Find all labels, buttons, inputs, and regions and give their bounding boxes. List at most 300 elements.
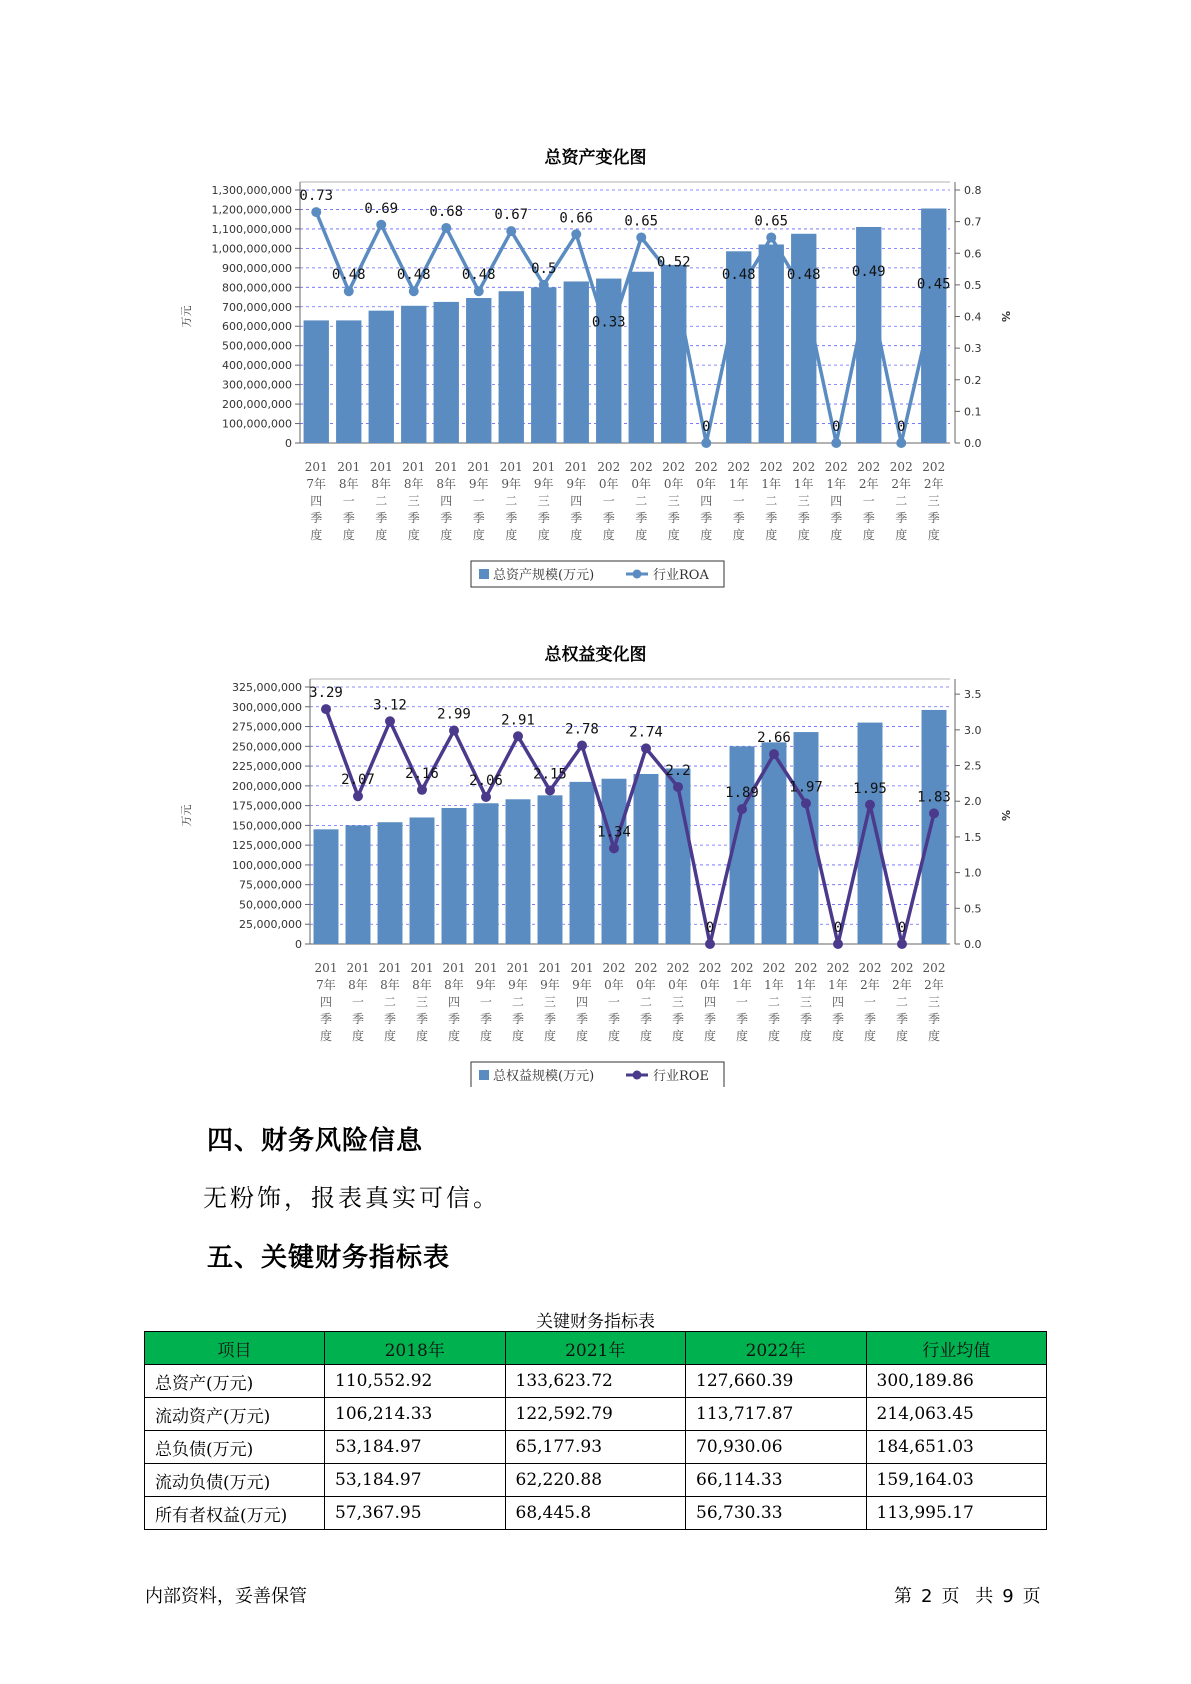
line-point <box>929 808 939 818</box>
x-tick-label: 度 <box>415 1029 429 1043</box>
cell-value: 110,552.92 <box>325 1365 506 1398</box>
footer-page-number <box>890 1582 1046 1608</box>
x-tick-label: 202 <box>662 460 686 474</box>
x-tick-label: 季 <box>440 511 453 525</box>
x-tick-label: 季 <box>375 511 388 525</box>
x-tick-label: 季 <box>797 511 810 525</box>
data-label: 0.33 <box>591 314 626 331</box>
table-caption: 关键财务指标表 <box>536 1312 655 1332</box>
x-tick-label: 度 <box>639 1029 653 1043</box>
data-label: 0.48 <box>331 267 366 284</box>
cell-value: 113,995.17 <box>866 1497 1047 1530</box>
table-row <box>145 1398 1047 1431</box>
x-tick-label: 度 <box>927 528 940 542</box>
y-tick-label: 0 <box>285 437 292 450</box>
x-tick-label: 度 <box>735 1029 749 1043</box>
x-tick-label: 二 <box>375 494 388 508</box>
cell-value: 53,184.97 <box>325 1431 506 1464</box>
x-tick-label: 8年 <box>348 978 368 992</box>
x-tick-label: 201 <box>538 961 562 975</box>
x-tick-label: 度 <box>407 528 420 542</box>
x-tick-label: 二 <box>639 995 653 1009</box>
cell-value: 70,930.06 <box>686 1431 867 1464</box>
x-tick-label: 季 <box>383 1012 397 1026</box>
cell-value: 122,592.79 <box>505 1398 686 1431</box>
y2-tick-label: 1.0 <box>964 866 982 880</box>
line-point <box>864 283 874 293</box>
data-label: 0 <box>897 920 907 936</box>
legend-line-label: 行业ROA <box>653 568 709 583</box>
legend-bar-swatch <box>479 569 489 579</box>
line-point <box>449 726 459 736</box>
y-tick-label: 275,000,000 <box>232 720 302 734</box>
line-point <box>481 792 491 802</box>
bar <box>922 710 947 944</box>
y-tick-label: 500,000,000 <box>222 339 292 353</box>
x-tick-label: 201 <box>410 961 434 975</box>
x-tick-label: 201 <box>506 961 530 975</box>
x-tick-label: 一 <box>863 995 877 1009</box>
data-label: 0.49 <box>851 264 886 281</box>
bar <box>442 808 467 944</box>
data-label: 3.12 <box>373 697 407 714</box>
x-tick-label: 201 <box>337 460 361 474</box>
x-tick-label: 季 <box>543 1012 557 1026</box>
x-tick-label: 1年 <box>828 978 848 992</box>
line-point <box>539 280 549 290</box>
y-tick-label: 800,000,000 <box>222 281 292 295</box>
data-label: 1.97 <box>789 779 823 796</box>
x-tick-label: 三 <box>415 995 429 1009</box>
total-suffix: 页 <box>1022 1586 1042 1607</box>
header-cell-2021: 2021年 <box>505 1332 686 1365</box>
data-label: 0 <box>705 920 715 936</box>
x-tick-label: 三 <box>671 995 685 1009</box>
bar <box>858 723 883 944</box>
x-tick-label: 201 <box>499 460 523 474</box>
x-tick-label: 202 <box>889 460 913 474</box>
x-tick-label: 一 <box>602 494 615 508</box>
data-label: 2.66 <box>757 730 791 747</box>
x-tick-label: 202 <box>890 961 914 975</box>
x-tick-label: 202 <box>826 961 850 975</box>
y-axis-title: 万元 <box>180 305 193 328</box>
x-tick-label: 1年 <box>826 477 847 491</box>
bar <box>466 298 491 443</box>
y2-tick-label: 0.0 <box>964 938 982 951</box>
x-tick-label: 1年 <box>796 978 816 992</box>
x-tick-label: 度 <box>505 528 518 542</box>
cell-value: 159,164.03 <box>866 1464 1047 1497</box>
data-label: 1.95 <box>853 780 887 797</box>
x-tick-label: 季 <box>447 1012 461 1026</box>
cell-value: 113,717.87 <box>686 1398 867 1431</box>
x-tick-label: 季 <box>863 1012 877 1026</box>
line-point <box>734 286 744 296</box>
x-tick-label: 一 <box>732 494 745 508</box>
total-equity-chart <box>0 667 1191 1087</box>
cell-value: 65,177.93 <box>505 1431 686 1464</box>
total-assets-chart <box>0 170 1191 590</box>
legend-line-marker <box>633 570 642 579</box>
financial-risk-text: 无粉饰，报表真实可信。 <box>203 1184 500 1212</box>
x-tick-label: 季 <box>415 1012 429 1026</box>
x-tick-label: 度 <box>700 528 713 542</box>
key-financial-indicators-table <box>144 1331 1047 1530</box>
table-row <box>145 1464 1047 1497</box>
y2-tick-label: 0.3 <box>964 342 982 356</box>
x-tick-label: 1年 <box>793 477 814 491</box>
line-point <box>641 743 651 753</box>
x-tick-label: 0年 <box>631 477 652 491</box>
x-tick-label: 季 <box>570 511 583 525</box>
line-point <box>865 800 875 810</box>
x-tick-label: 季 <box>602 511 615 525</box>
cell-value: 300,189.86 <box>866 1365 1047 1398</box>
table-row <box>145 1497 1047 1530</box>
x-tick-label: 三 <box>537 494 550 508</box>
bar <box>634 774 659 944</box>
data-label: 2.16 <box>405 765 439 782</box>
x-tick-label: 2年 <box>923 477 944 491</box>
cell-value: 214,063.45 <box>866 1398 1047 1431</box>
y-tick-label: 25,000,000 <box>239 918 302 932</box>
line-point <box>604 334 614 344</box>
x-tick-label: 8年 <box>380 978 400 992</box>
x-tick-label: 季 <box>765 511 778 525</box>
y-tick-label: 125,000,000 <box>232 839 302 853</box>
x-tick-label: 202 <box>792 460 816 474</box>
bar <box>570 782 595 944</box>
x-tick-label: 度 <box>765 528 778 542</box>
x-tick-label: 四 <box>830 494 843 508</box>
data-label: 0.45 <box>916 276 951 293</box>
x-tick-label: 202 <box>694 460 718 474</box>
data-label: 0.69 <box>364 200 399 217</box>
x-tick-label: 8年 <box>444 978 464 992</box>
x-tick-label: 三 <box>799 995 813 1009</box>
line-point <box>376 220 386 230</box>
row-label: 流动负债(万元) <box>145 1464 325 1497</box>
x-tick-label: 0年 <box>604 978 624 992</box>
y-tick-label: 700,000,000 <box>222 300 292 314</box>
bar <box>401 306 426 443</box>
bar <box>602 779 627 944</box>
y-tick-label: 175,000,000 <box>232 799 302 813</box>
x-tick-label: 季 <box>635 511 648 525</box>
line-point <box>929 296 939 306</box>
y-tick-label: 325,000,000 <box>232 681 302 694</box>
data-label: 0.52 <box>656 254 691 271</box>
y-tick-label: 300,000,000 <box>232 700 302 714</box>
data-label: 3.29 <box>309 685 343 702</box>
chart-title-total-assets: 总资产变化图 <box>544 148 647 168</box>
x-tick-label: 季 <box>703 1012 717 1026</box>
x-tick-label: 二 <box>765 494 778 508</box>
cell-value: 68,445.8 <box>505 1497 686 1530</box>
y2-tick-label: 0.7 <box>964 215 982 229</box>
x-tick-label: 9年 <box>540 978 560 992</box>
cell-value: 56,730.33 <box>686 1497 867 1530</box>
data-label: 0.48 <box>721 267 756 284</box>
x-tick-label: 四 <box>831 995 845 1009</box>
x-tick-label: 二 <box>767 995 781 1009</box>
x-tick-label: 二 <box>895 494 908 508</box>
x-tick-label: 四 <box>319 995 333 1009</box>
x-tick-label: 9年 <box>566 477 587 491</box>
line-point <box>673 782 683 792</box>
x-tick-label: 三 <box>543 995 557 1009</box>
x-tick-label: 202 <box>727 460 751 474</box>
y-tick-label: 100,000,000 <box>222 417 292 431</box>
y2-tick-label: 0.5 <box>964 902 982 916</box>
data-label: 2.91 <box>501 712 535 729</box>
y-tick-label: 200,000,000 <box>222 398 292 412</box>
x-tick-label: 度 <box>575 1029 589 1043</box>
bar <box>596 279 621 443</box>
data-label: 0 <box>833 920 843 936</box>
x-tick-label: 9年 <box>468 477 489 491</box>
data-label: 0.48 <box>396 267 431 284</box>
x-tick-label: 201 <box>402 460 426 474</box>
x-tick-label: 度 <box>831 1029 845 1043</box>
x-tick-label: 8年 <box>338 477 359 491</box>
bar <box>314 829 339 944</box>
data-label: 0.48 <box>461 267 496 284</box>
x-tick-label: 一 <box>351 995 365 1009</box>
legend-bar-swatch <box>479 1070 489 1080</box>
bar <box>759 244 784 443</box>
x-tick-label: 季 <box>351 1012 365 1026</box>
x-tick-label: 度 <box>375 528 388 542</box>
y2-tick-label: 3.0 <box>964 723 982 737</box>
legend-bar-label: 总权益规模(万元) <box>493 1069 595 1084</box>
x-tick-label: 季 <box>575 1012 589 1026</box>
bar <box>531 287 556 443</box>
x-tick-label: 度 <box>797 528 810 542</box>
line-point <box>769 749 779 759</box>
x-tick-label: 201 <box>570 961 594 975</box>
x-tick-label: 8年 <box>436 477 457 491</box>
x-tick-label: 二 <box>635 494 648 508</box>
y-tick-label: 100,000,000 <box>232 858 302 872</box>
x-tick-label: 季 <box>831 1012 845 1026</box>
bar <box>378 822 403 944</box>
x-tick-label: 度 <box>703 1029 717 1043</box>
cell-value: 53,184.97 <box>325 1464 506 1497</box>
line-point <box>799 286 809 296</box>
x-tick-label: 度 <box>830 528 843 542</box>
x-tick-label: 202 <box>602 961 626 975</box>
line-point <box>321 704 331 714</box>
x-tick-label: 0年 <box>696 477 717 491</box>
legend-line-label: 行业ROE <box>653 1069 709 1084</box>
table-row <box>145 1365 1047 1398</box>
x-tick-label: 季 <box>862 511 875 525</box>
bar <box>304 320 329 443</box>
bar <box>474 803 499 944</box>
y-tick-label: 1,000,000,000 <box>211 242 292 256</box>
y-tick-label: 150,000,000 <box>232 819 302 833</box>
bar <box>410 817 435 944</box>
x-tick-label: 一 <box>862 494 875 508</box>
y2-tick-label: 0.0 <box>964 437 982 450</box>
line-point <box>545 786 555 796</box>
x-tick-label: 201 <box>532 460 556 474</box>
chart-title-total-equity: 总权益变化图 <box>544 645 647 665</box>
x-tick-label: 9年 <box>508 978 528 992</box>
x-tick-label: 一 <box>735 995 749 1009</box>
x-tick-label: 度 <box>862 528 875 542</box>
x-tick-label: 度 <box>537 528 550 542</box>
y2-axis-title: % <box>999 809 1012 822</box>
line-point <box>513 731 523 741</box>
x-tick-label: 季 <box>319 1012 333 1026</box>
y-tick-label: 600,000,000 <box>222 320 292 334</box>
x-tick-label: 0年 <box>668 978 688 992</box>
legend-line-marker <box>633 1071 642 1080</box>
legend-bar-label: 总资产规模(万元) <box>493 568 595 583</box>
x-tick-label: 季 <box>735 1012 749 1026</box>
x-tick-label: 2年 <box>924 978 944 992</box>
x-tick-label: 季 <box>767 1012 781 1026</box>
bar <box>661 265 686 443</box>
x-tick-label: 201 <box>564 460 588 474</box>
x-tick-label: 度 <box>863 1029 877 1043</box>
data-label: 2.06 <box>469 772 503 789</box>
data-label: 2.07 <box>341 772 375 789</box>
header-cell-2018: 2018年 <box>325 1332 506 1365</box>
y-tick-label: 1,300,000,000 <box>211 184 292 197</box>
line-point <box>636 232 646 242</box>
x-tick-label: 201 <box>304 460 328 474</box>
x-tick-label: 201 <box>346 961 370 975</box>
x-tick-label: 四 <box>447 995 461 1009</box>
data-label: 0.5 <box>531 260 557 277</box>
row-label: 流动资产(万元) <box>145 1398 325 1431</box>
header-cell-2022: 2022年 <box>686 1332 867 1365</box>
header-cell-item: 项目 <box>145 1332 325 1365</box>
x-tick-label: 度 <box>351 1029 365 1043</box>
x-tick-label: 度 <box>635 528 648 542</box>
x-tick-label: 三 <box>797 494 810 508</box>
current-page: 2 <box>921 1586 934 1607</box>
page-mid: 页 <box>941 1586 961 1607</box>
x-tick-label: 度 <box>895 528 908 542</box>
x-tick-label: 度 <box>607 1029 621 1043</box>
data-label: 0 <box>832 419 841 435</box>
bar <box>564 281 589 443</box>
bar <box>538 795 563 944</box>
table-header-row <box>145 1332 1047 1365</box>
section-heading-key-indicators: 五、关键财务指标表 <box>207 1243 451 1273</box>
x-tick-label: 四 <box>700 494 713 508</box>
x-tick-label: 1年 <box>732 978 752 992</box>
data-label: 1.34 <box>597 824 631 841</box>
x-tick-label: 度 <box>447 1029 461 1043</box>
x-tick-label: 202 <box>824 460 848 474</box>
x-tick-label: 四 <box>703 995 717 1009</box>
y2-tick-label: 0.2 <box>964 373 982 387</box>
cell-value: 57,367.95 <box>325 1497 506 1530</box>
bar <box>336 320 361 443</box>
x-tick-label: 三 <box>927 995 941 1009</box>
data-label: 2.78 <box>565 721 599 738</box>
x-tick-label: 201 <box>474 961 498 975</box>
x-tick-label: 0年 <box>663 477 684 491</box>
x-tick-label: 度 <box>319 1029 333 1043</box>
x-tick-label: 度 <box>570 528 583 542</box>
x-tick-label: 0年 <box>636 978 656 992</box>
x-tick-label: 四 <box>310 494 323 508</box>
x-tick-label: 季 <box>407 511 420 525</box>
x-tick-label: 9年 <box>501 477 522 491</box>
data-label: 2.15 <box>533 766 567 783</box>
x-tick-label: 季 <box>310 511 323 525</box>
x-tick-label: 四 <box>575 995 589 1009</box>
x-tick-label: 一 <box>607 995 621 1009</box>
line-point <box>385 716 395 726</box>
x-tick-label: 季 <box>895 511 908 525</box>
data-label: 0.48 <box>786 267 821 284</box>
x-tick-label: 度 <box>667 528 680 542</box>
x-tick-label: 202 <box>794 961 818 975</box>
x-tick-label: 季 <box>700 511 713 525</box>
x-tick-label: 季 <box>472 511 485 525</box>
x-tick-label: 一 <box>342 494 355 508</box>
header-cell-industry-avg: 行业均值 <box>866 1332 1047 1365</box>
data-label: 0.65 <box>754 213 789 230</box>
line-point <box>737 804 747 814</box>
data-label: 0.65 <box>624 213 659 230</box>
y2-tick-label: 0.6 <box>964 247 982 261</box>
x-tick-label: 202 <box>698 961 722 975</box>
line-point <box>441 223 451 233</box>
x-tick-label: 一 <box>472 494 485 508</box>
data-label: 0 <box>897 419 906 435</box>
y-tick-label: 1,100,000,000 <box>211 222 292 236</box>
x-tick-label: 202 <box>922 460 946 474</box>
row-label: 所有者权益(万元) <box>145 1497 325 1530</box>
row-label: 总负债(万元) <box>145 1431 325 1464</box>
x-tick-label: 三 <box>407 494 420 508</box>
data-label: 1.89 <box>725 785 759 802</box>
section-heading-financial-risk: 四、财务风险信息 <box>207 1126 424 1156</box>
line-point <box>577 741 587 751</box>
x-tick-label: 度 <box>927 1029 941 1043</box>
x-tick-label: 季 <box>511 1012 525 1026</box>
bar <box>629 272 654 443</box>
x-tick-label: 202 <box>629 460 653 474</box>
x-tick-label: 季 <box>671 1012 685 1026</box>
cell-value: 127,660.39 <box>686 1365 867 1398</box>
x-tick-label: 季 <box>830 511 843 525</box>
x-tick-label: 2年 <box>891 477 912 491</box>
footer-confidential-note: 内部资料，妥善保管 <box>145 1586 307 1607</box>
x-tick-label: 二 <box>505 494 518 508</box>
data-label: 0.66 <box>559 210 594 227</box>
x-tick-label: 2年 <box>892 978 912 992</box>
page-prefix: 第 <box>894 1586 913 1607</box>
y-tick-label: 0 <box>295 938 302 951</box>
x-tick-label: 7年 <box>316 978 336 992</box>
y-tick-label: 225,000,000 <box>232 760 302 774</box>
cell-value: 106,214.33 <box>325 1398 506 1431</box>
line-point <box>897 939 907 949</box>
y-tick-label: 1,200,000,000 <box>211 203 292 217</box>
x-tick-label: 二 <box>383 995 397 1009</box>
x-tick-label: 三 <box>927 494 940 508</box>
